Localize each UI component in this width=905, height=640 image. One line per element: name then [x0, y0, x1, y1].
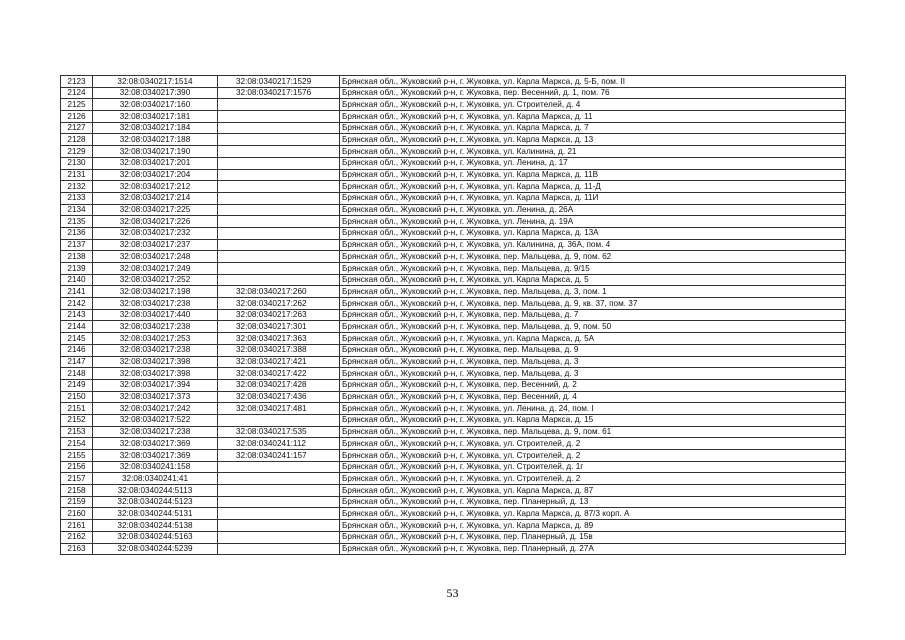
- cadastral-table: [60, 75, 846, 555]
- row-number-cell: 2124: [61, 87, 93, 99]
- cadastral-number-cell: 32:08:0340217:238: [93, 321, 218, 333]
- table-row: [61, 438, 846, 450]
- address-cell: Брянская обл., Жуковский р-н, г. Жуковка, ул. Карла Маркса, д. 11: [340, 111, 846, 123]
- cadastral-number-cell: 32:08:0340217:242: [93, 403, 218, 415]
- related-cadastral-number-cell: [218, 111, 340, 123]
- row-number-cell: 2158: [61, 485, 93, 497]
- address-cell: Брянская обл., Жуковский р-н, г. Жуковка, ул. Карла Маркса, д. 87/3 корп. А: [340, 508, 846, 520]
- address-cell: Брянская обл., Жуковский р-н, г. Жуковка, пер. Мальцева, д. 9, кв. 37, пом. 37: [340, 298, 846, 310]
- address-cell: Брянская обл., Жуковский р-н, г. Жуковка, пер. Мальцева, д. 3, пом. 1: [340, 286, 846, 298]
- address-cell: Брянская обл., Жуковский р-н, г. Жуковка, ул. Строителей, д. 2: [340, 438, 846, 450]
- cadastral-number-cell: 32:08:0340217:198: [93, 286, 218, 298]
- cadastral-number-cell: 32:08:0340217:394: [93, 379, 218, 391]
- cadastral-number-cell: 32:08:0340217:201: [93, 157, 218, 169]
- address-cell: Брянская обл., Жуковский р-н, г. Жуковка, ул. Карла Маркса, д. 11-Д: [340, 181, 846, 193]
- cadastral-number-cell: 32:08:0340217:190: [93, 146, 218, 158]
- table-row: [61, 204, 846, 216]
- table-row: [61, 181, 846, 193]
- row-number-cell: 2153: [61, 426, 93, 438]
- cadastral-number-cell: 32:08:0340217:184: [93, 122, 218, 134]
- row-number-cell: 2148: [61, 368, 93, 380]
- related-cadastral-number-cell: 32:08:0340217:535: [218, 426, 340, 438]
- row-number-cell: 2139: [61, 263, 93, 275]
- address-cell: Брянская обл., Жуковский р-н, г. Жуковка, пер. Мальцева, д. 9, пом. 62: [340, 251, 846, 263]
- related-cadastral-number-cell: [218, 157, 340, 169]
- table-row: [61, 543, 846, 555]
- row-number-cell: 2156: [61, 461, 93, 473]
- related-cadastral-number-cell: 32:08:0340217:481: [218, 403, 340, 415]
- table-row: [61, 496, 846, 508]
- related-cadastral-number-cell: [218, 473, 340, 485]
- address-cell: Брянская обл., Жуковский р-н, г. Жуковка, ул. Ленина, д. 17: [340, 157, 846, 169]
- row-number-cell: 2143: [61, 309, 93, 321]
- cadastral-number-cell: 32:08:0340217:226: [93, 216, 218, 228]
- row-number-cell: 2152: [61, 414, 93, 426]
- related-cadastral-number-cell: [218, 181, 340, 193]
- cadastral-number-cell: 32:08:0340244:5163: [93, 531, 218, 543]
- cadastral-number-cell: 32:08:0340217:238: [93, 344, 218, 356]
- related-cadastral-number-cell: [218, 134, 340, 146]
- row-number-cell: 2163: [61, 543, 93, 555]
- cadastral-number-cell: 32:08:0340217:249: [93, 263, 218, 275]
- related-cadastral-number-cell: [218, 239, 340, 251]
- table-row: [61, 274, 846, 286]
- table-row: [61, 134, 846, 146]
- related-cadastral-number-cell: [218, 122, 340, 134]
- address-cell: Брянская обл., Жуковский р-н, г. Жуковка, пер. Весенний, д. 4: [340, 391, 846, 403]
- related-cadastral-number-cell: [218, 263, 340, 275]
- table-row: [61, 368, 846, 380]
- cadastral-number-cell: 32:08:0340217:390: [93, 87, 218, 99]
- address-cell: Брянская обл., Жуковский р-н, г. Жуковка, ул. Ленина, д. 24, пом. I: [340, 403, 846, 415]
- address-cell: Брянская обл., Жуковский р-н, г. Жуковка, пер. Планерный, д. 15в: [340, 531, 846, 543]
- cadastral-number-cell: 32:08:0340217:440: [93, 309, 218, 321]
- cadastral-number-cell: 32:08:0340217:238: [93, 298, 218, 310]
- table-row: [61, 239, 846, 251]
- address-cell: Брянская обл., Жуковский р-н, г. Жуковка, ул. Строителей, д. 1г: [340, 461, 846, 473]
- related-cadastral-number-cell: [218, 169, 340, 181]
- cadastral-number-cell: 32:08:0340217:232: [93, 227, 218, 239]
- related-cadastral-number-cell: [218, 227, 340, 239]
- table-row: [61, 169, 846, 181]
- cadastral-number-cell: 32:08:0340241:158: [93, 461, 218, 473]
- row-number-cell: 2123: [61, 76, 93, 88]
- table-row: [61, 286, 846, 298]
- table-body: [61, 76, 846, 555]
- related-cadastral-number-cell: [218, 508, 340, 520]
- address-cell: Брянская обл., Жуковский р-н, г. Жуковка, ул. Карла Маркса, д. 13А: [340, 227, 846, 239]
- cadastral-number-cell: 32:08:0340217:212: [93, 181, 218, 193]
- table-row: [61, 76, 846, 88]
- table-row: [61, 391, 846, 403]
- address-cell: Брянская обл., Жуковский р-н, г. Жуковка, ул. Карла Маркса, д. 11И: [340, 192, 846, 204]
- row-number-cell: 2151: [61, 403, 93, 415]
- cadastral-number-cell: 32:08:0340217:238: [93, 426, 218, 438]
- related-cadastral-number-cell: 32:08:0340217:1529: [218, 76, 340, 88]
- cadastral-number-cell: 32:08:0340217:181: [93, 111, 218, 123]
- cadastral-number-cell: 32:08:0340241:41: [93, 473, 218, 485]
- related-cadastral-number-cell: 32:08:0340241:157: [218, 450, 340, 462]
- cadastral-number-cell: 32:08:0340217:1514: [93, 76, 218, 88]
- cadastral-number-cell: 32:08:0340217:522: [93, 414, 218, 426]
- related-cadastral-number-cell: [218, 192, 340, 204]
- row-number-cell: 2155: [61, 450, 93, 462]
- address-cell: Брянская обл., Жуковский р-н, г. Жуковка, пер. Планерный, д. 13: [340, 496, 846, 508]
- related-cadastral-number-cell: [218, 414, 340, 426]
- row-number-cell: 2160: [61, 508, 93, 520]
- table-row: [61, 298, 846, 310]
- row-number-cell: 2129: [61, 146, 93, 158]
- cadastral-number-cell: 32:08:0340217:398: [93, 368, 218, 380]
- table-row: [61, 520, 846, 532]
- table-row: [61, 450, 846, 462]
- row-number-cell: 2157: [61, 473, 93, 485]
- page-number: 53: [446, 586, 459, 600]
- address-cell: Брянская обл., Жуковский р-н, г. Жуковка, ул. Карла Маркса, д. 15: [340, 414, 846, 426]
- address-cell: Брянская обл., Жуковский р-н, г. Жуковка, ул. Ленина, д. 26А: [340, 204, 846, 216]
- related-cadastral-number-cell: [218, 251, 340, 263]
- address-cell: Брянская обл., Жуковский р-н, г. Жуковка, пер. Мальцева, д. 3: [340, 368, 846, 380]
- cadastral-number-cell: 32:08:0340217:369: [93, 438, 218, 450]
- cadastral-number-cell: 32:08:0340217:225: [93, 204, 218, 216]
- related-cadastral-number-cell: 32:08:0340217:263: [218, 309, 340, 321]
- row-number-cell: 2130: [61, 157, 93, 169]
- related-cadastral-number-cell: 32:08:0340217:301: [218, 321, 340, 333]
- address-cell: Брянская обл., Жуковский р-н, г. Жуковка, пер. Весенний, д. 1, пом. 76: [340, 87, 846, 99]
- cadastral-number-cell: 32:08:0340217:252: [93, 274, 218, 286]
- row-number-cell: 2150: [61, 391, 93, 403]
- address-cell: Брянская обл., Жуковский р-н, г. Жуковка, ул. Карла Маркса, д. 5-Б, пом. II: [340, 76, 846, 88]
- address-cell: Брянская обл., Жуковский р-н, г. Жуковка, ул. Строителей, д. 4: [340, 99, 846, 111]
- related-cadastral-number-cell: [218, 531, 340, 543]
- related-cadastral-number-cell: 32:08:0340217:262: [218, 298, 340, 310]
- row-number-cell: 2144: [61, 321, 93, 333]
- table-row: [61, 146, 846, 158]
- address-cell: Брянская обл., Жуковский р-н, г. Жуковка, пер. Мальцева, д. 9, пом. 61: [340, 426, 846, 438]
- row-number-cell: 2134: [61, 204, 93, 216]
- related-cadastral-number-cell: 32:08:0340217:260: [218, 286, 340, 298]
- related-cadastral-number-cell: 32:08:0340241:112: [218, 438, 340, 450]
- row-number-cell: 2132: [61, 181, 93, 193]
- address-cell: Брянская обл., Жуковский р-н, г. Жуковка, пер. Весенний, д. 2: [340, 379, 846, 391]
- related-cadastral-number-cell: 32:08:0340217:421: [218, 356, 340, 368]
- table-row: [61, 216, 846, 228]
- related-cadastral-number-cell: [218, 99, 340, 111]
- row-number-cell: 2138: [61, 251, 93, 263]
- related-cadastral-number-cell: [218, 216, 340, 228]
- related-cadastral-number-cell: [218, 543, 340, 555]
- table-row: [61, 508, 846, 520]
- address-cell: Брянская обл., Жуковский р-н, г. Жуковка, ул. Строителей, д. 2: [340, 450, 846, 462]
- row-number-cell: 2126: [61, 111, 93, 123]
- related-cadastral-number-cell: [218, 204, 340, 216]
- related-cadastral-number-cell: [218, 461, 340, 473]
- table-row: [61, 87, 846, 99]
- row-number-cell: 2127: [61, 122, 93, 134]
- table-row: [61, 309, 846, 321]
- address-cell: Брянская обл., Жуковский р-н, г. Жуковка, ул. Карла Маркса, д. 5А: [340, 333, 846, 345]
- row-number-cell: 2133: [61, 192, 93, 204]
- table-row: [61, 426, 846, 438]
- row-number-cell: 2140: [61, 274, 93, 286]
- address-cell: Брянская обл., Жуковский р-н, г. Жуковка, пер. Мальцева, д. 9, пом. 50: [340, 321, 846, 333]
- row-number-cell: 2142: [61, 298, 93, 310]
- row-number-cell: 2145: [61, 333, 93, 345]
- row-number-cell: 2161: [61, 520, 93, 532]
- row-number-cell: 2135: [61, 216, 93, 228]
- related-cadastral-number-cell: 32:08:0340217:1576: [218, 87, 340, 99]
- address-cell: Брянская обл., Жуковский р-н, г. Жуковка, ул. Карла Маркса, д. 11В: [340, 169, 846, 181]
- cadastral-number-cell: 32:08:0340217:237: [93, 239, 218, 251]
- cadastral-number-cell: 32:08:0340217:248: [93, 251, 218, 263]
- cadastral-number-cell: 32:08:0340217:253: [93, 333, 218, 345]
- related-cadastral-number-cell: [218, 274, 340, 286]
- table-row: [61, 461, 846, 473]
- table-row: [61, 344, 846, 356]
- related-cadastral-number-cell: 32:08:0340217:436: [218, 391, 340, 403]
- table-row: [61, 473, 846, 485]
- related-cadastral-number-cell: [218, 146, 340, 158]
- address-cell: Брянская обл., Жуковский р-н, г. Жуковка, ул. Карла Маркса, д. 7: [340, 122, 846, 134]
- table-row: [61, 263, 846, 275]
- table-row: [61, 122, 846, 134]
- row-number-cell: 2136: [61, 227, 93, 239]
- address-cell: Брянская обл., Жуковский р-н, г. Жуковка, ул. Карла Маркса, д. 89: [340, 520, 846, 532]
- address-cell: Брянская обл., Жуковский р-н, г. Жуковка, пер. Планерный, д. 27А: [340, 543, 846, 555]
- row-number-cell: 2131: [61, 169, 93, 181]
- table-row: [61, 192, 846, 204]
- cadastral-number-cell: 32:08:0340217:398: [93, 356, 218, 368]
- row-number-cell: 2125: [61, 99, 93, 111]
- address-cell: Брянская обл., Жуковский р-н, г. Жуковка, ул. Калинина, д. 36А, пом. 4: [340, 239, 846, 251]
- row-number-cell: 2154: [61, 438, 93, 450]
- address-cell: Брянская обл., Жуковский р-н, г. Жуковка, пер. Мальцева, д. 9: [340, 344, 846, 356]
- row-number-cell: 2159: [61, 496, 93, 508]
- address-cell: Брянская обл., Жуковский р-н, г. Жуковка, пер. Мальцева, д. 3: [340, 356, 846, 368]
- cadastral-number-cell: 32:08:0340244:5131: [93, 508, 218, 520]
- cadastral-number-cell: 32:08:0340244:5113: [93, 485, 218, 497]
- table-row: [61, 379, 846, 391]
- cadastral-number-cell: 32:08:0340217:214: [93, 192, 218, 204]
- table-row: [61, 333, 846, 345]
- cadastral-number-cell: 32:08:0340244:5239: [93, 543, 218, 555]
- address-cell: Брянская обл., Жуковский р-н, г. Жуковка, ул. Ленина, д. 19А: [340, 216, 846, 228]
- address-cell: Брянская обл., Жуковский р-н, г. Жуковка, ул. Строителей, д. 2: [340, 473, 846, 485]
- row-number-cell: 2128: [61, 134, 93, 146]
- address-cell: Брянская обл., Жуковский р-н, г. Жуковка, пер. Мальцева, д. 7: [340, 309, 846, 321]
- related-cadastral-number-cell: 32:08:0340217:363: [218, 333, 340, 345]
- address-cell: Брянская обл., Жуковский р-н, г. Жуковка, ул. Карла Маркса, д. 5: [340, 274, 846, 286]
- cadastral-number-cell: 32:08:0340244:5123: [93, 496, 218, 508]
- cadastral-number-cell: 32:08:0340217:369: [93, 450, 218, 462]
- table-row: [61, 356, 846, 368]
- cadastral-number-cell: 32:08:0340217:188: [93, 134, 218, 146]
- table-row: [61, 227, 846, 239]
- table-row: [61, 321, 846, 333]
- table-row: [61, 485, 846, 497]
- table-row: [61, 403, 846, 415]
- address-cell: Брянская обл., Жуковский р-н, г. Жуковка, ул. Карла Маркса, д. 87: [340, 485, 846, 497]
- related-cadastral-number-cell: [218, 520, 340, 532]
- address-cell: Брянская обл., Жуковский р-н, г. Жуковка, ул. Карла Маркса, д. 13: [340, 134, 846, 146]
- row-number-cell: 2146: [61, 344, 93, 356]
- related-cadastral-number-cell: 32:08:0340217:388: [218, 344, 340, 356]
- cadastral-number-cell: 32:08:0340217:373: [93, 391, 218, 403]
- row-number-cell: 2137: [61, 239, 93, 251]
- row-number-cell: 2147: [61, 356, 93, 368]
- row-number-cell: 2162: [61, 531, 93, 543]
- related-cadastral-number-cell: 32:08:0340217:428: [218, 379, 340, 391]
- table-row: [61, 531, 846, 543]
- row-number-cell: 2141: [61, 286, 93, 298]
- table-row: [61, 414, 846, 426]
- cadastral-number-cell: 32:08:0340217:160: [93, 99, 218, 111]
- address-cell: Брянская обл., Жуковский р-н, г. Жуковка, ул. Калинина, д. 21: [340, 146, 846, 158]
- table-row: [61, 111, 846, 123]
- table-row: [61, 157, 846, 169]
- table-row: [61, 99, 846, 111]
- related-cadastral-number-cell: [218, 496, 340, 508]
- table-row: [61, 251, 846, 263]
- cadastral-number-cell: 32:08:0340244:5138: [93, 520, 218, 532]
- related-cadastral-number-cell: [218, 485, 340, 497]
- cadastral-number-cell: 32:08:0340217:204: [93, 169, 218, 181]
- related-cadastral-number-cell: 32:08:0340217:422: [218, 368, 340, 380]
- row-number-cell: 2149: [61, 379, 93, 391]
- address-cell: Брянская обл., Жуковский р-н, г. Жуковка, пер. Мальцева, д. 9/15: [340, 263, 846, 275]
